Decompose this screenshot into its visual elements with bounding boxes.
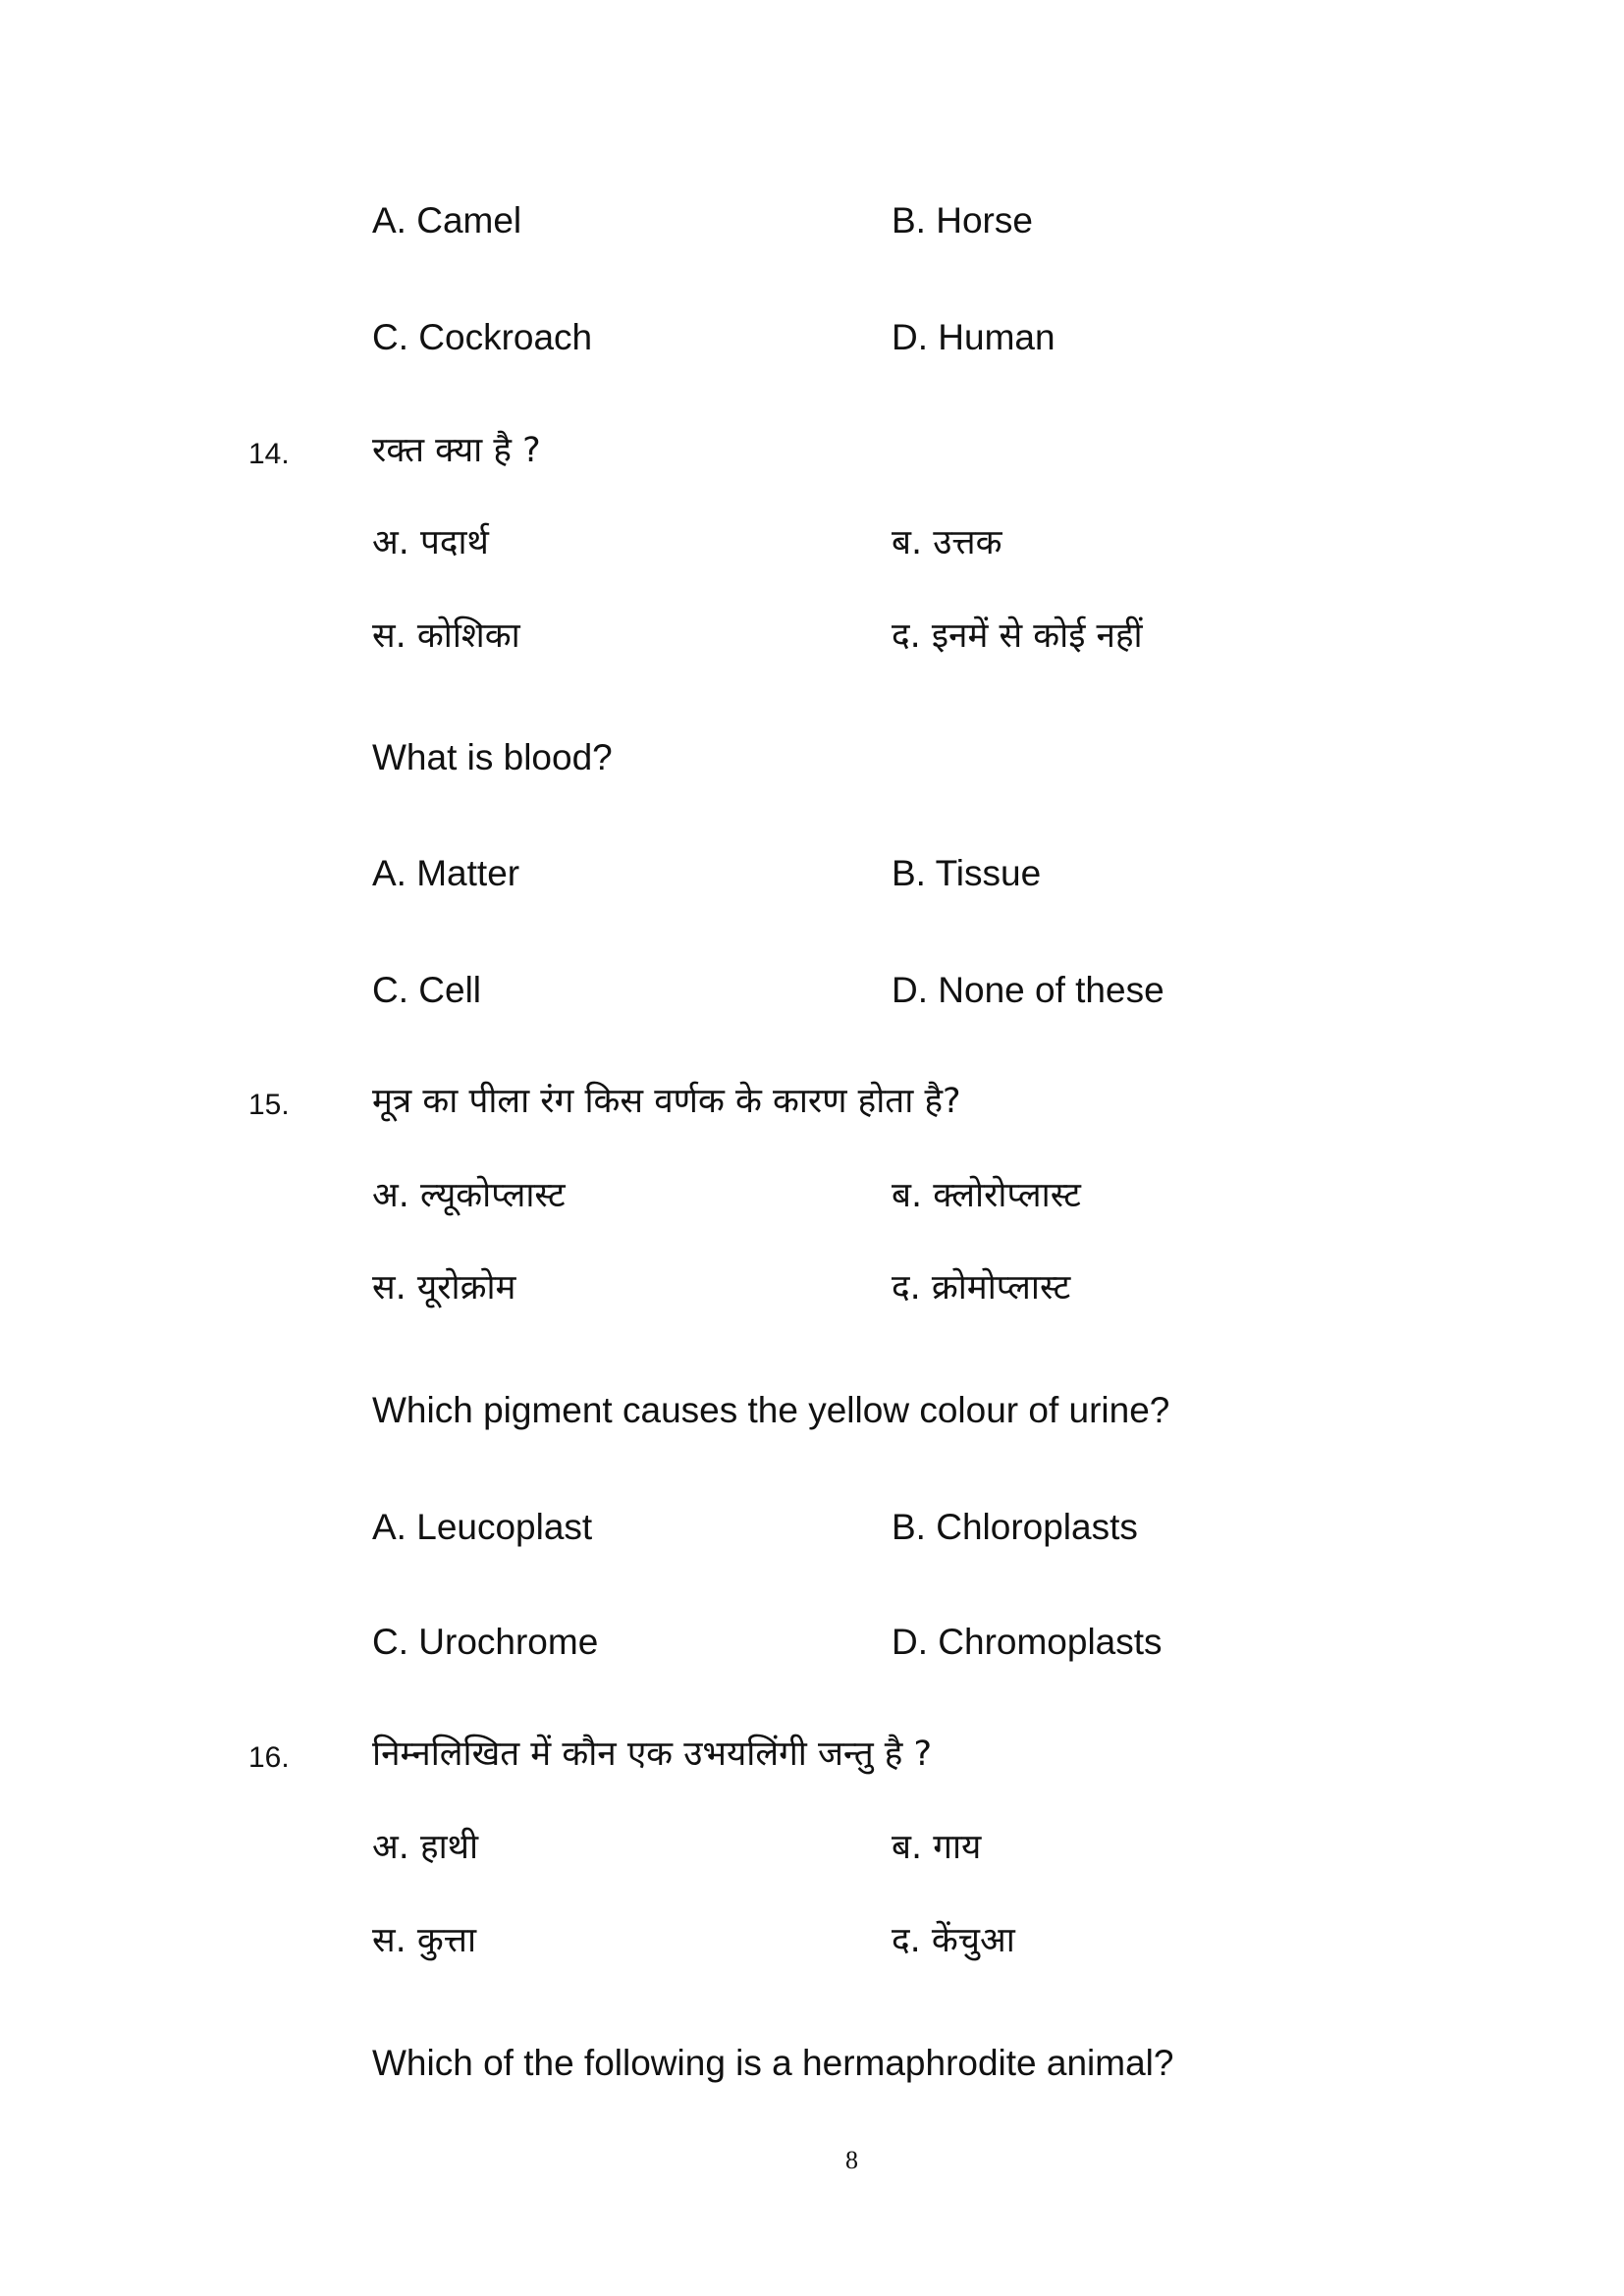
option-hindi-a: अ. हाथी	[372, 1828, 479, 1867]
option-c: C. Cockroach	[372, 317, 593, 357]
option-hindi-b: ब. गाय	[892, 1828, 982, 1867]
option-c: C. Urochrome	[372, 1622, 599, 1662]
option-c: C. Cell	[372, 970, 482, 1010]
question-number: 15.	[248, 1089, 290, 1121]
page-number: 8	[845, 2146, 858, 2174]
option-hindi-a: अ. पदार्थ	[372, 523, 489, 562]
question-number: 16.	[248, 1741, 290, 1774]
option-b: B. Horse	[892, 200, 1033, 240]
question-number: 14.	[248, 438, 290, 470]
question-text-hindi: निम्नलिखित में कौन एक उभयलिंगी जन्तु है ?	[372, 1735, 933, 1774]
option-hindi-c: स. कुत्ता	[372, 1921, 477, 1960]
option-hindi-c: स. यूरोक्रोम	[372, 1268, 516, 1308]
option-d: D. Chromoplasts	[892, 1622, 1163, 1662]
option-b: B. Chloroplasts	[892, 1507, 1138, 1547]
question-text-english: Which pigment causes the yellow colour of urine?	[372, 1390, 1170, 1430]
option-a: A. Matter	[372, 853, 520, 893]
question-text-english: What is blood?	[372, 737, 613, 777]
option-a: A. Leucoplast	[372, 1507, 593, 1547]
option-d: D. Human	[892, 317, 1056, 357]
option-hindi-d: द. क्रोमोप्लास्ट	[892, 1268, 1071, 1308]
option-a: A. Camel	[372, 200, 522, 240]
option-b: B. Tissue	[892, 853, 1042, 893]
option-hindi-d: द. केंचुआ	[892, 1921, 1015, 1960]
option-hindi-d: द. इनमें से कोई नहीं	[892, 616, 1143, 656]
option-d: D. None of these	[892, 970, 1164, 1010]
option-hindi-b: ब. क्लोरोप्लास्ट	[892, 1176, 1081, 1215]
question-text-hindi: रक्त क्या है ?	[372, 431, 541, 470]
question-text-hindi: मूत्र का पीला रंग किस वर्णक के कारण होता है?	[372, 1082, 961, 1121]
option-hindi-c: स. कोशिका	[372, 616, 520, 656]
question-text-english: Which of the following is a hermaphrodite animal?	[372, 2043, 1174, 2083]
option-hindi-a: अ. ल्यूकोप्लास्ट	[372, 1176, 566, 1215]
option-hindi-b: ब. उत्तक	[892, 523, 1002, 562]
